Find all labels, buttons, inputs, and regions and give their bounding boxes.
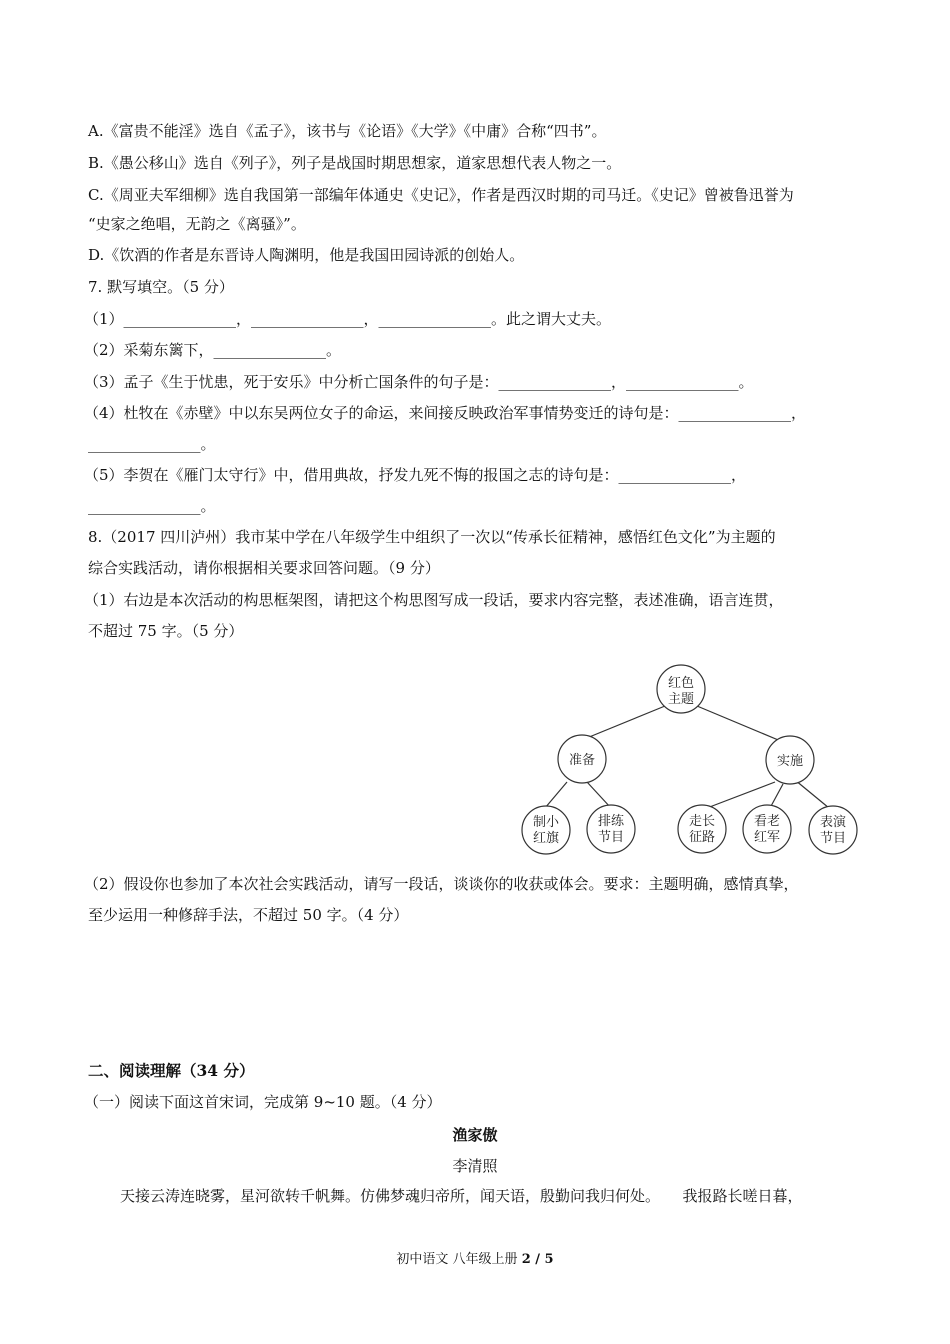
poem-title: 渔家傲	[452, 1126, 498, 1144]
option-c: C.《周亚夫军细柳》选自我国第一部编年体通史《史记》，作者是西汉时期的司马迁。《史记》曾被鲁迅誉为	[88, 186, 794, 204]
diagram-leaf-1	[522, 806, 570, 854]
concept-tree-diagram	[515, 662, 865, 862]
diagram-left-label: 准备	[568, 753, 596, 768]
footer-text: 初中语文 八年级上册	[396, 1252, 522, 1267]
question-8-sub-2: （2）假设你也参加了本次社会实践活动，请写一段话，谈谈你的收获或体会。要求：主题明确，感情真挚，	[84, 875, 799, 893]
diagram-leaf-3-label-2: 征路	[688, 830, 716, 845]
diagram-leaf-2-label-1: 排练	[597, 814, 625, 829]
diagram-leaf-3-label-1: 走长	[688, 814, 716, 829]
question-8-sub-1-continued: 不超过 75 字。（5 分）	[88, 622, 244, 640]
question-7-item-4-continued: _______________。	[88, 435, 216, 453]
question-7-item-1: （1）_______________，_______________，_______________。此之谓大丈夫。	[84, 310, 612, 328]
question-7-item-3: （3）孟子《生于忧患，死于安乐》中分析亡国条件的句子是：_______________，_______________。	[84, 373, 754, 391]
section-2-heading: 二、阅读理解（34 分）	[88, 1061, 255, 1080]
question-7-item-5: （5）李贺在《雁门太守行》中，借用典故，抒发九死不悔的报国之志的诗句是：_______________，	[84, 466, 747, 484]
option-c-continued: “史家之绝唱，无韵之《离骚》”。	[88, 215, 306, 233]
page-footer	[0, 1248, 950, 1267]
option-b: B.《愚公移山》选自《列子》，列子是战国时期思想家，道家思想代表人物之一。	[88, 154, 622, 172]
diagram-root-label-2: 主题	[667, 692, 695, 707]
question-8-sub-2-continued: 至少运用一种修辞手法，不超过 50 字。（4 分）	[88, 906, 409, 924]
question-7-item-2: （2）采菊东篱下，_______________。	[84, 341, 342, 359]
diagram-right-label: 实施	[776, 754, 804, 769]
question-7-title: 7. 默写填空。（5 分）	[88, 278, 234, 296]
question-8-sub-1: （1）右边是本次活动的构思框架图，请把这个构思图写成一段话，要求内容完整，表述准确，语言连贯，	[84, 591, 784, 609]
question-8-line-1: 8.（2017 四川泸州）我市某中学在八年级学生中组织了一次以“传承长征精神，感悟红色文化”为主题的	[88, 528, 776, 546]
question-7-item-4: （4）杜牧在《赤壁》中以东吴两位女子的命运，来间接反映政治军事情势变迁的诗句是：_______________，	[84, 404, 807, 422]
page-number: 2 / 5	[521, 1252, 554, 1267]
diagram-leaf-4	[743, 805, 791, 853]
question-8-line-2: 综合实践活动，请你根据相关要求回答问题。（9 分）	[88, 559, 440, 577]
diagram-leaf-1-label-2: 红旗	[532, 831, 560, 846]
option-a: A.《富贵不能淫》选自《孟子》，该书与《论语》《大学》《中庸》合称“四书”。	[88, 122, 607, 140]
diagram-leaf-4-label-2: 红军	[753, 830, 781, 845]
diagram-root-label-1: 红色	[667, 676, 695, 691]
option-d: D.《饮酒的作者是东晋诗人陶渊明，他是我国田园诗派的创始人。	[88, 246, 525, 264]
diagram-leaf-5	[809, 806, 857, 854]
section-2-subheading: （一）阅读下面这首宋词，完成第 9~10 题。（4 分）	[84, 1093, 442, 1111]
poem-author: 李清照	[452, 1157, 498, 1175]
question-7-item-5-continued: _______________。	[88, 497, 216, 515]
diagram-leaf-2	[587, 805, 635, 853]
diagram-leaf-4-label-1: 看老	[753, 814, 781, 829]
diagram-leaf-5-label-2: 节目	[819, 831, 847, 846]
diagram-leaf-5-label-1: 表演	[819, 815, 847, 830]
poem-line: 天接云涛连晓雾，星河欲转千帆舞。仿佛梦魂归帝所，闻天语，殷勤问我归何处。 我报路长嗟日暮，	[120, 1187, 803, 1205]
diagram-leaf-1-label-1: 制小	[532, 815, 560, 830]
diagram-leaf-2-label-2: 节目	[597, 830, 625, 845]
diagram-leaf-3	[678, 805, 726, 853]
